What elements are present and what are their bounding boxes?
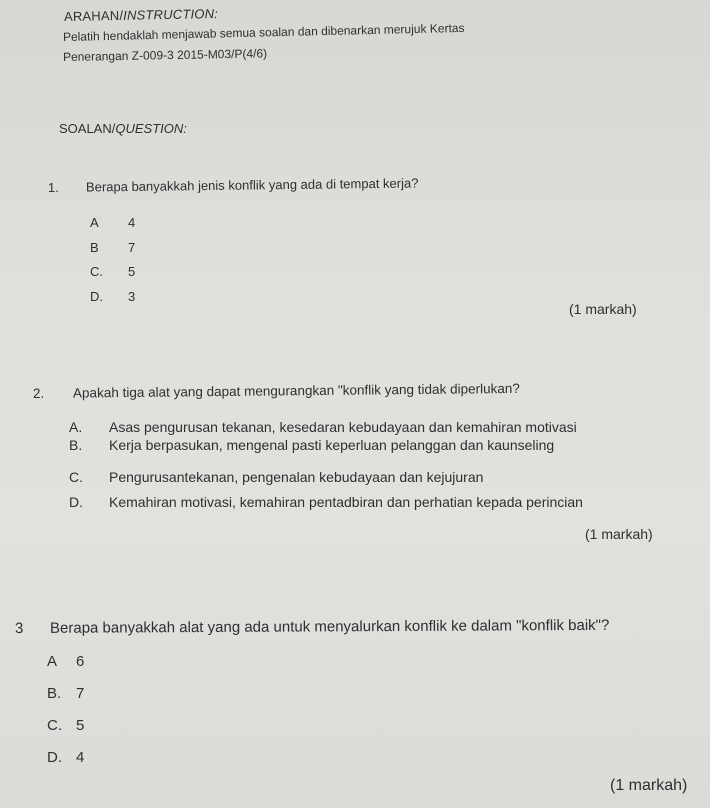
question-3-option-b bbox=[47, 685, 84, 702]
reference-text: Penerangan Z-009-3 2015-M03/P(4/6) bbox=[62, 46, 268, 64]
option-letter: A bbox=[90, 215, 99, 230]
option-letter: C. bbox=[47, 717, 62, 734]
question-1-option-a bbox=[90, 215, 135, 230]
question-3-option-a bbox=[47, 653, 84, 670]
section-heading-main: SOALAN/ bbox=[59, 121, 116, 136]
instruction-heading-italic: INSTRUCTION: bbox=[123, 6, 219, 23]
question-2-text: Apakah tiga alat yang dapat mengurangkan "konflik yang tidak diperlukan? bbox=[72, 380, 520, 401]
question-1-option-d bbox=[90, 289, 135, 304]
question-1-number: 1. bbox=[47, 179, 59, 195]
question-3-option-c bbox=[47, 717, 84, 734]
question-2-option-c bbox=[69, 469, 483, 485]
question-2-option-d bbox=[69, 494, 583, 510]
question-3-marks: (1 markah) bbox=[610, 777, 688, 794]
option-text: 4 bbox=[128, 215, 136, 230]
option-text: 7 bbox=[128, 240, 136, 255]
option-letter: D. bbox=[90, 289, 103, 304]
option-text: 5 bbox=[128, 264, 136, 279]
question-3-number: 3 bbox=[14, 619, 24, 637]
question-1 bbox=[48, 175, 419, 195]
option-letter: A bbox=[47, 653, 58, 670]
option-text: 5 bbox=[76, 717, 85, 734]
option-letter: D. bbox=[47, 749, 62, 766]
option-letter: B. bbox=[69, 437, 83, 453]
question-2-option-a bbox=[69, 419, 577, 435]
question-3-text: Berapa banyakkah alat yang ada untuk menyalurkan konflik ke dalam "konflik baik"? bbox=[49, 616, 610, 637]
option-text: 6 bbox=[76, 653, 85, 670]
question-2 bbox=[33, 381, 520, 401]
question-2-marks: (1 markah) bbox=[585, 526, 653, 542]
option-letter: D. bbox=[69, 494, 83, 510]
section-heading bbox=[59, 121, 187, 136]
option-text: Asas pengurusan tekanan, kesedaran kebudayaan dan kemahiran motivasi bbox=[109, 419, 577, 435]
question-1-option-b bbox=[90, 240, 135, 255]
question-1-text: Berapa banyakkah jenis konflik yang ada di tempat kerja? bbox=[85, 175, 419, 195]
question-2-option-b bbox=[69, 437, 554, 453]
question-2-number: 2. bbox=[32, 385, 45, 401]
option-text: Kemahiran motivasi, kemahiran pentadbiran dan perhatian kepada perincian bbox=[109, 494, 583, 510]
question-1-option-c bbox=[90, 264, 135, 279]
instruction-text: Pelatih hendaklah menjawab semua soalan dan dibenarkan merujuk Kertas bbox=[62, 20, 465, 44]
option-text: Kerja berpasukan, mengenal pasti keperluan pelanggan dan kaunseling bbox=[109, 437, 555, 453]
question-3 bbox=[15, 617, 609, 637]
section-heading-italic: QUESTION: bbox=[115, 121, 187, 136]
option-letter: C. bbox=[69, 469, 83, 485]
option-text: Pengurusantekanan, pengenalan kebudayaan dan kejujuran bbox=[109, 469, 484, 485]
option-letter: C. bbox=[90, 264, 103, 279]
option-letter: B. bbox=[47, 685, 62, 702]
instruction-heading bbox=[64, 6, 218, 24]
instruction-heading-main: ARAHAN/ bbox=[63, 7, 124, 24]
option-letter: B bbox=[90, 240, 99, 255]
question-1-marks: (1 markah) bbox=[569, 301, 637, 317]
option-text: 7 bbox=[76, 685, 85, 702]
option-text: 4 bbox=[76, 749, 85, 766]
option-text: 3 bbox=[128, 289, 136, 304]
question-3-option-d bbox=[47, 749, 84, 766]
option-letter: A. bbox=[69, 419, 83, 435]
